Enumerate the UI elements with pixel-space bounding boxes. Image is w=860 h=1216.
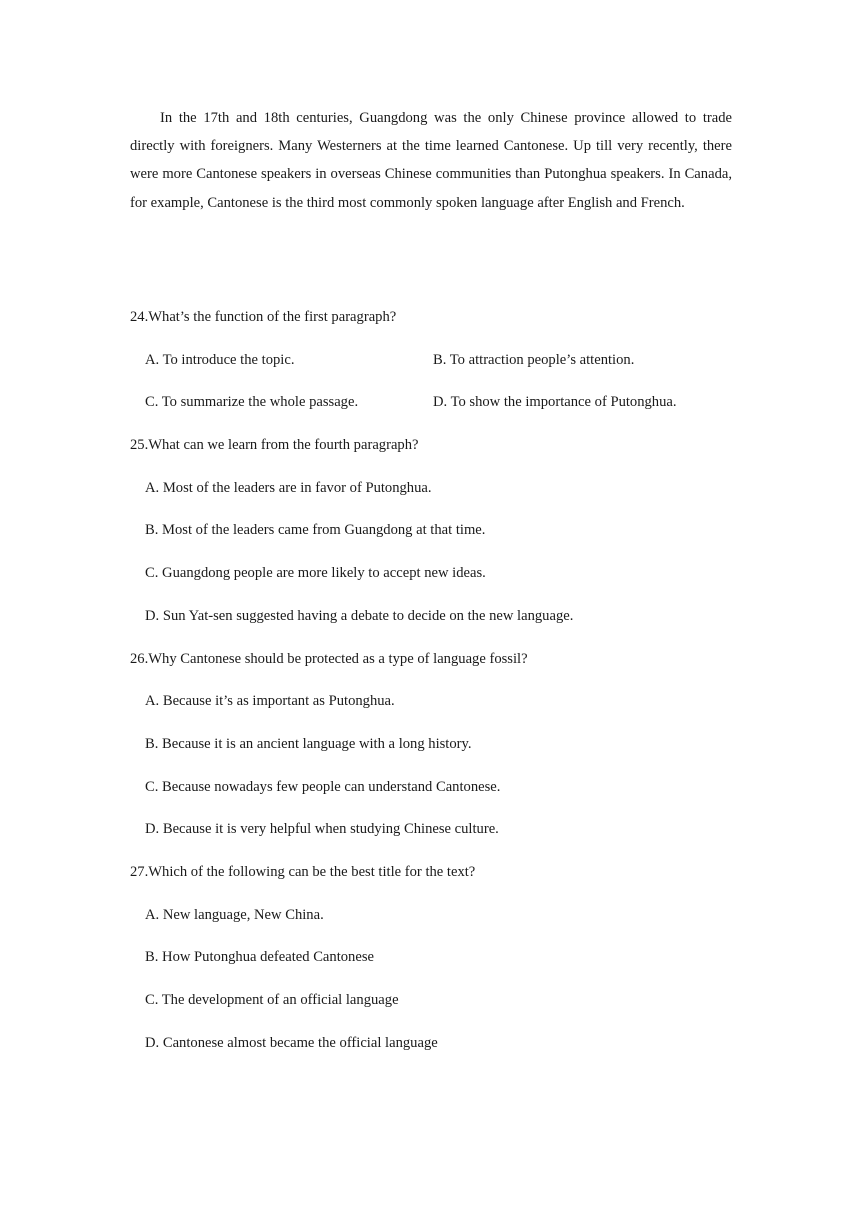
question-stem: 24.What’s the function of the first paragraph? xyxy=(130,309,397,325)
question-25 xyxy=(130,431,732,630)
option-c[interactable]: C. Guangdong people are more likely to accept new ideas. xyxy=(145,565,486,582)
option-b[interactable]: B. Most of the leaders came from Guangdong at that time. xyxy=(145,522,486,539)
question-27 xyxy=(130,858,732,1057)
question-24 xyxy=(130,303,732,416)
question-list xyxy=(130,303,732,1071)
option-c[interactable]: C. Because nowadays few people can understand Cantonese. xyxy=(145,778,501,795)
question-stem: 25.What can we learn from the fourth paragraph? xyxy=(130,437,419,454)
option-d[interactable]: D. Cantonese almost became the official language xyxy=(145,1034,438,1051)
option-d[interactable]: D. Sun Yat-sen suggested having a debate to decide on the new language. xyxy=(145,607,574,624)
option-b[interactable]: B. Because it is an ancient language with a long history. xyxy=(145,735,472,752)
option-row xyxy=(130,388,732,416)
option-b[interactable]: B. To attraction people’s attention. xyxy=(433,351,635,368)
option-row xyxy=(130,346,732,374)
option-a[interactable]: A. Because it’s as important as Putonghua. xyxy=(145,693,395,710)
option-d[interactable]: D. To show the importance of Putonghua. xyxy=(433,394,677,411)
question-26 xyxy=(130,645,732,844)
option-c[interactable]: C. The development of an official language xyxy=(145,992,399,1008)
option-d[interactable]: D. Because it is very helpful when studying Chinese culture. xyxy=(145,821,499,838)
option-c[interactable]: C. To summarize the whole passage. xyxy=(145,394,359,411)
option-a[interactable]: A. Most of the leaders are in favor of Putonghua. xyxy=(145,479,432,496)
passage xyxy=(130,104,732,217)
option-a[interactable]: A. New language, New China. xyxy=(145,906,324,923)
question-stem: 26.Why Cantonese should be protected as a type of language fossil? xyxy=(130,650,528,667)
passage-paragraph: In the 17th and 18th centuries, Guangdong was the only Chinese province allowed to trade directly with foreigners. Many Westerners at the time learned Cantonese. Up till very recently, there were more Cantonese speakers in overseas Chinese communities than Putonghua speakers. In Canada, for example, Cantonese is the third most commonly spoken language after English and French. xyxy=(130,110,732,211)
option-b[interactable]: B. How Putonghua defeated Cantonese xyxy=(145,949,374,966)
question-stem: 27.Which of the following can be the best title for the text? xyxy=(130,863,476,880)
option-a[interactable]: A. To introduce the topic. xyxy=(145,351,295,368)
